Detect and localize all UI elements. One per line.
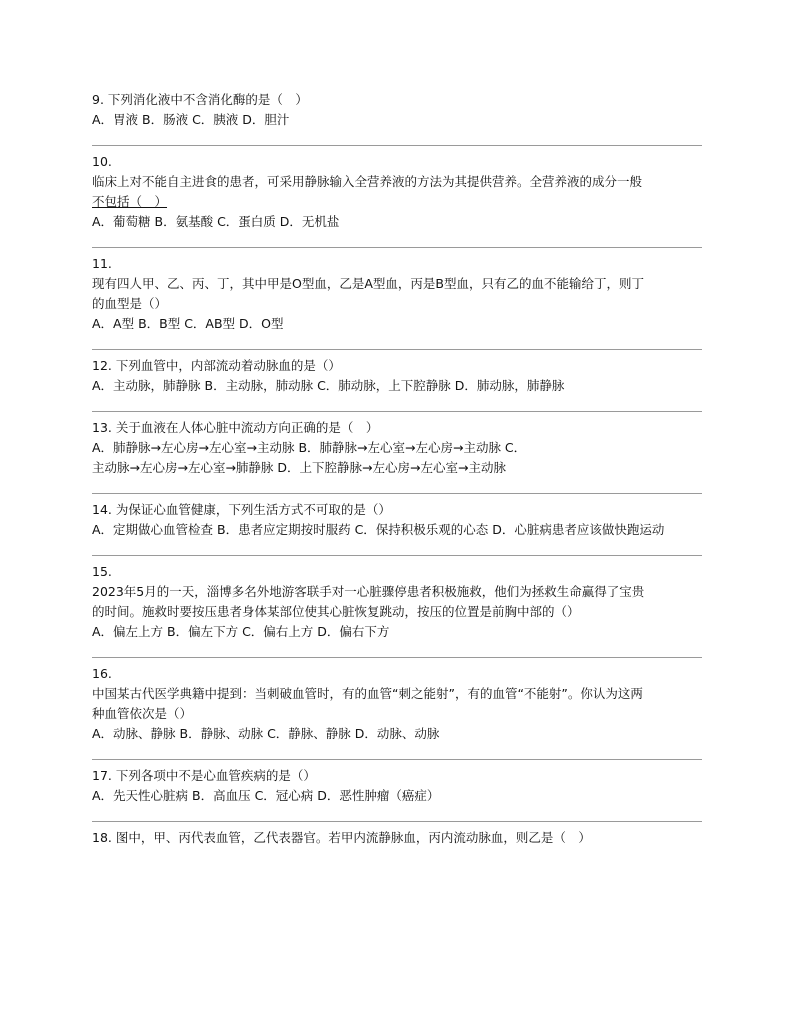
question-number: 10. bbox=[92, 154, 112, 169]
question-number: 11. bbox=[92, 256, 112, 271]
question-page bbox=[92, 90, 702, 848]
question-number: 15. bbox=[92, 564, 112, 579]
question-text: 种血管依次是（） bbox=[92, 706, 193, 721]
question-13 bbox=[92, 418, 702, 478]
question-options: 主动脉→左心房→左心室→肺静脉 D．上下腔静脉→左心房→左心室→主动脉 bbox=[92, 460, 506, 475]
question-11 bbox=[92, 254, 702, 334]
question-text: 的时间。施救时要按压患者身体某部位使其心脏恢复跳动，按压的位置是前胸中部的（） bbox=[92, 604, 580, 619]
question-text: 现有四人甲、乙、丙、丁，其中甲是O型血，乙是A型血，丙是B型血，只有乙的血不能输给丁，则丁 bbox=[92, 276, 644, 291]
question-text: 临床上对不能自主进食的患者，可采用静脉输入全营养液的方法为其提供营养。全营养液的成分一般 bbox=[92, 174, 643, 189]
question-options: A．主动脉，肺静脉 B．主动脉，肺动脉 C．肺动脉，上下腔静脉 D．肺动脉，肺静脉 bbox=[92, 378, 565, 393]
question-text: 18. 图中，甲、丙代表血管，乙代表器官。若甲内流静脉血，丙内流动脉血，则乙是（ ） bbox=[92, 830, 591, 845]
question-text: 中国某古代医学典籍中提到：当刺破血管时，有的血管“刺之能射”，有的血管“不能射”。你认为这两 bbox=[92, 686, 643, 701]
question-text: 的血型是（） bbox=[92, 296, 168, 311]
question-options: A．定期做心血管检查 B．患者应定期按时服药 C．保持积极乐观的心态 D．心脏病患者应该做快跑运动 bbox=[92, 522, 665, 537]
question-15 bbox=[92, 562, 702, 642]
question-12 bbox=[92, 356, 702, 396]
question-text: 9. 下列消化液中不含消化酶的是（ ） bbox=[92, 92, 308, 107]
question-options: A．动脉、静脉 B．静脉、动脉 C．静脉、静脉 D．动脉、动脉 bbox=[92, 726, 440, 741]
question-options: A．偏左上方 B．偏左下方 C．偏右上方 D．偏右下方 bbox=[92, 624, 390, 639]
question-number: 16. bbox=[92, 666, 112, 681]
question-text: 2023年5月的一天，淄博多名外地游客联手对一心脏骤停患者积极施救，他们为拯救生命赢得了宝贵 bbox=[92, 584, 645, 599]
question-options: A．A型 B．B型 C．AB型 D．O型 bbox=[92, 316, 284, 331]
question-options: A．胃液 B．肠液 C．胰液 D．胆汁 bbox=[92, 112, 290, 127]
question-text: 12. 下列血管中，内部流动着动脉血的是（） bbox=[92, 358, 341, 373]
question-options: A．葡萄糖 B．氨基酸 C．蛋白质 D．无机盐 bbox=[92, 214, 340, 229]
question-text: 13. 关于血液在人体心脏中流动方向正确的是（ ） bbox=[92, 420, 379, 435]
question-14 bbox=[92, 500, 702, 540]
question-9 bbox=[92, 90, 702, 130]
question-text: 17. 下列各项中不是心血管疾病的是（） bbox=[92, 768, 316, 783]
question-text-underlined: 不包括（ ） bbox=[92, 194, 168, 209]
question-17 bbox=[92, 766, 702, 806]
question-16 bbox=[92, 664, 702, 744]
question-options: A．先天性心脏病 B．高血压 C．冠心病 D．恶性肿瘤（癌症） bbox=[92, 788, 440, 803]
question-options: A．肺静脉→左心房→左心室→主动脉 B．肺静脉→左心室→左心房→主动脉 C． bbox=[92, 440, 527, 455]
question-10 bbox=[92, 152, 702, 232]
question-18 bbox=[92, 828, 702, 848]
question-text: 14. 为保证心血管健康，下列生活方式不可取的是（） bbox=[92, 502, 391, 517]
